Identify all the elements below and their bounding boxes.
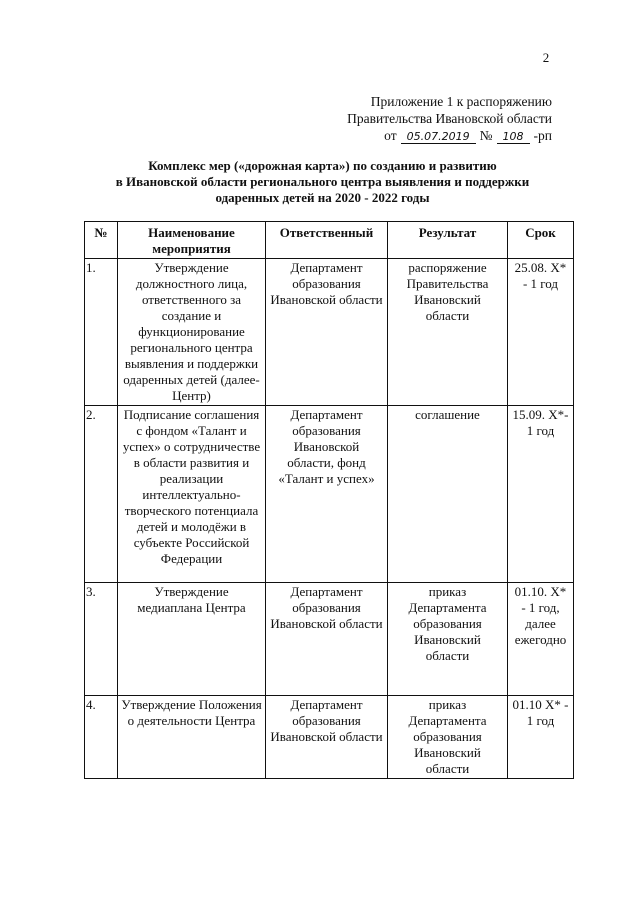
row-number: 2. <box>85 406 118 583</box>
table-row <box>85 583 574 696</box>
row-term: 25.08. Х* - 1 год <box>508 259 574 406</box>
row-responsible: Департамент образования Ивановской области <box>266 259 388 406</box>
handwritten-date: 05.07.2019 <box>401 130 476 144</box>
row-name: Утверждение Положения о деятельности Центра <box>118 696 266 779</box>
table-row <box>85 259 574 406</box>
appendix-reference <box>347 127 552 144</box>
row-name: Утверждение должностного лица, ответственного за создание и функционирование регионального центра выявления и поддержки одаренных детей (далее- Центр) <box>118 259 266 406</box>
document-title <box>80 158 565 206</box>
title-line-3: одаренных детей на 2020 - 2022 годы <box>215 190 430 205</box>
row-term: 01.10 Х* - 1 год <box>508 696 574 779</box>
row-number: 4. <box>85 696 118 779</box>
header-result: Результат <box>388 222 508 259</box>
title-line-1: Комплекс мер («дорожная карта») по созданию и развитию <box>148 158 497 173</box>
row-term: 01.10. Х* - 1 год, далее ежегодно <box>508 583 574 696</box>
row-name: Подписание соглашения с фондом «Талант и успех» о сотрудничестве в области развития и реализации интеллектуально-творческого потенциала детей и молодёжи в субъекте Российской Федерации <box>118 406 266 583</box>
row-result: приказ Департамента образования Ивановский области <box>388 583 508 696</box>
table-row <box>85 406 574 583</box>
row-number: 3. <box>85 583 118 696</box>
number-suffix: -рп <box>533 128 552 143</box>
row-term: 15.09. Х*- 1 год <box>508 406 574 583</box>
appendix-line-1: Приложение 1 к распоряжению <box>370 94 552 109</box>
row-result: приказ Департамента образования Ивановский области <box>388 696 508 779</box>
row-responsible: Департамент образования Ивановской области <box>266 583 388 696</box>
from-label: от <box>384 128 397 143</box>
table-row <box>85 696 574 779</box>
handwritten-number: 108 <box>497 130 530 144</box>
row-name: Утверждение медиаплана Центра <box>118 583 266 696</box>
header-term: Срок <box>508 222 574 259</box>
row-responsible: Департамент образования Ивановской области, фонд «Талант и успех» <box>266 406 388 583</box>
row-result: соглашение <box>388 406 508 583</box>
row-number: 1. <box>85 259 118 406</box>
header-number: № <box>85 222 118 259</box>
table-header-row <box>85 222 574 259</box>
row-result: распоряжение Правительства Ивановский области <box>388 259 508 406</box>
page-number: 2 <box>542 50 550 65</box>
title-line-2: в Ивановской области регионального центра выявления и поддержки <box>115 174 530 189</box>
row-responsible: Департамент образования Ивановской области <box>266 696 388 779</box>
number-label: № <box>479 128 493 143</box>
appendix-line-2: Правительства Ивановской области <box>347 111 552 126</box>
roadmap-table <box>84 221 574 779</box>
appendix-header <box>347 93 552 144</box>
header-responsible: Ответственный <box>266 222 388 259</box>
header-name: Наименование мероприятия <box>118 222 266 259</box>
